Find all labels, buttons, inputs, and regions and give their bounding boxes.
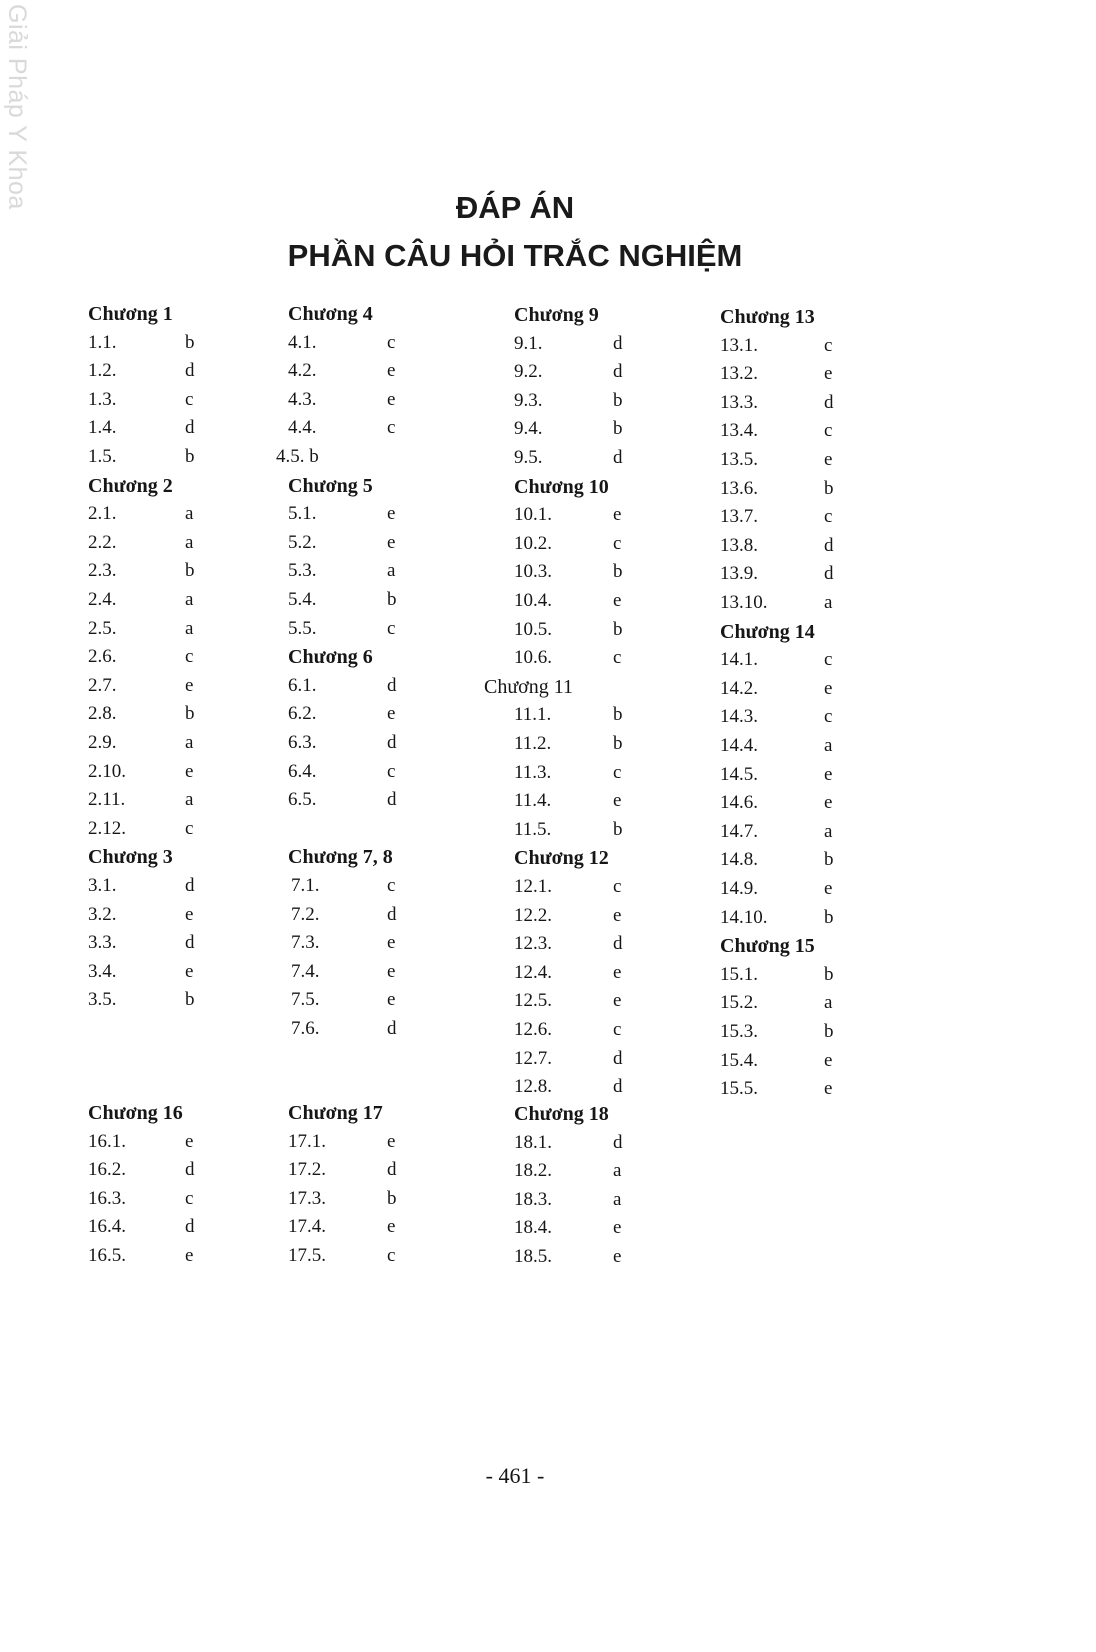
question-number: 16.1. — [88, 1130, 126, 1152]
answer-letter: c — [824, 649, 833, 671]
answer-letter: a — [185, 789, 194, 811]
question-number: 11.3. — [514, 761, 552, 783]
answer-letter: d — [387, 789, 397, 811]
answer-letter: c — [387, 760, 396, 782]
question-number: 18.4. — [514, 1217, 552, 1239]
question-number: 10.5. — [514, 618, 552, 640]
page-number: - 461 - — [485, 1463, 545, 1488]
answer-letter: a — [185, 503, 194, 525]
answer-letter: e — [387, 932, 396, 954]
question-number: 11.5. — [514, 818, 552, 840]
answer-letter: b — [387, 1187, 397, 1209]
question-number: 12.2. — [514, 904, 552, 926]
answer-letter: e — [185, 960, 194, 982]
question-number: 13.9. — [720, 563, 758, 585]
question-number: 2.2. — [88, 531, 117, 553]
chapter-heading: Chương 11 — [484, 675, 574, 698]
answer-letter: e — [185, 903, 194, 925]
question-number: 13.5. — [720, 449, 758, 470]
question-number: 15.2. — [720, 992, 758, 1014]
question-number: 1.2. — [88, 360, 117, 382]
question-number: 6.4. — [288, 760, 317, 782]
chapter-heading: Chương 14 — [720, 620, 815, 643]
answer-letter: a — [185, 617, 194, 639]
answer-letter: d — [387, 1159, 397, 1181]
question-number: 4.3. — [288, 388, 317, 410]
question-number: 13.1. — [720, 334, 758, 356]
question-number: 14.1. — [720, 649, 758, 671]
question-number: 2.6. — [88, 646, 117, 668]
chapter-heading: Chương 12 — [514, 847, 609, 870]
answer-letter: a — [387, 560, 396, 582]
answer-letter: e — [185, 674, 194, 696]
chapter-heading: Chương 2 — [88, 474, 173, 497]
question-number: 2.7. — [88, 674, 117, 696]
question-number: 2.10. — [88, 760, 126, 782]
question-number: 17.5. — [288, 1245, 326, 1266]
question-number: 12.6. — [514, 1019, 552, 1040]
watermark: Giải Pháp Y Khoa — [3, 4, 31, 210]
answer-letter: e — [824, 1049, 833, 1071]
answer-letter: d — [387, 732, 397, 753]
answer-letter: e — [387, 1216, 396, 1238]
question-number: 14.9. — [720, 878, 758, 899]
answer-letter: e — [387, 1130, 396, 1152]
question-number: 11.4. — [514, 790, 552, 812]
answer-letter: c — [387, 331, 396, 353]
answer-letter: b — [613, 733, 623, 754]
answer-letter: c — [613, 876, 622, 897]
page-title: ĐÁP ÁN — [455, 190, 575, 225]
answer-letter: d — [613, 933, 623, 955]
answer-letter: c — [185, 388, 194, 410]
answer-letter: c — [185, 646, 194, 668]
question-number: 2.1. — [88, 503, 117, 525]
answer-letter: e — [613, 590, 622, 611]
answer-letter: d — [613, 332, 623, 354]
answer-letter: c — [387, 875, 396, 896]
question-number: 14.4. — [720, 735, 758, 756]
question-number: 9.2. — [514, 361, 543, 383]
question-number: 5.5. — [288, 617, 317, 639]
question-number: 2.8. — [88, 703, 117, 725]
answer-letter: c — [387, 1245, 396, 1266]
question-number: 9.1. — [514, 332, 543, 354]
question-number: 13.7. — [720, 506, 758, 528]
answer-letter: d — [824, 534, 834, 556]
answer-letter: b — [613, 561, 623, 583]
chapter-heading: Chương 9 — [514, 304, 599, 326]
question-number: 6.2. — [288, 703, 317, 725]
answer-letter: e — [824, 677, 833, 699]
question-number: 9.3. — [514, 389, 543, 411]
answer-letter: a — [824, 992, 833, 1014]
answer-letter: d — [824, 391, 834, 413]
chapter-heading: Chương 10 — [514, 475, 609, 498]
question-number: 15.1. — [720, 963, 758, 985]
question-number: 14.5. — [720, 763, 758, 785]
question-number: 1.4. — [88, 417, 117, 439]
answer-letter: e — [824, 363, 833, 385]
question-number: 18.2. — [514, 1160, 552, 1182]
answer-letter: c — [613, 647, 622, 669]
question-number: 2.5. — [88, 617, 117, 639]
question-number: 16.5. — [88, 1245, 126, 1266]
question-number: 7.5. — [291, 989, 320, 1011]
question-number: 2.4. — [88, 589, 117, 610]
answer-letter: b — [185, 703, 195, 725]
answer-letter: d — [613, 1047, 623, 1069]
answer-letter: b — [387, 589, 397, 610]
question-number: 2.9. — [88, 732, 117, 753]
question-number: 3.2. — [88, 903, 117, 925]
answer-letter: c — [613, 761, 622, 783]
answer-letter: a — [824, 735, 833, 756]
question-number: 3.5. — [88, 989, 117, 1011]
answer-letter: e — [613, 904, 622, 926]
question-number: 2.3. — [88, 560, 117, 582]
question-number: 11.1. — [514, 704, 552, 726]
chapter-heading: Chương 13 — [720, 306, 815, 328]
question-number: 4.1. — [288, 331, 317, 353]
answer-letter: d — [185, 1159, 195, 1181]
question-number: 16.2. — [88, 1159, 126, 1181]
answer-letter: c — [824, 334, 833, 356]
question-number: 18.3. — [514, 1188, 552, 1210]
chapter-heading: Chương 15 — [720, 935, 815, 958]
question-number: 13.8. — [720, 534, 758, 556]
answer-letter: d — [185, 360, 195, 382]
answer-letter: e — [824, 792, 833, 814]
answer-letter: d — [613, 447, 623, 468]
question-number: 11.2. — [514, 733, 552, 754]
question-number: 7.6. — [291, 1018, 320, 1039]
answer-letter: e — [613, 504, 622, 526]
question-number: 5.3. — [288, 560, 317, 582]
answer-letter: a — [613, 1188, 622, 1210]
answer-letter: e — [824, 878, 833, 899]
answer-letter: e — [387, 388, 396, 410]
question-number: 12.5. — [514, 990, 552, 1012]
answer-letter: e — [613, 990, 622, 1012]
question-number: 9.5. — [514, 447, 543, 468]
question-number: 15.5. — [720, 1078, 758, 1100]
question-number: 7.2. — [291, 903, 320, 925]
answer-letter: d — [387, 674, 397, 696]
answer-letter: d — [185, 875, 195, 896]
chapter-heading: Chương 1 — [88, 303, 173, 325]
answer-letter: b — [185, 560, 195, 582]
answer-letter: e — [185, 1245, 194, 1266]
question-number: 3.3. — [88, 932, 117, 954]
question-number: 5.1. — [288, 503, 317, 525]
question-number: 14.8. — [720, 849, 758, 871]
chapter-heading: Chương 17 — [288, 1102, 383, 1124]
answer-letter: e — [613, 1246, 622, 1267]
question-number: 16.4. — [88, 1216, 126, 1238]
question-number: 1.3. — [88, 388, 117, 410]
answer-letter: a — [185, 589, 194, 610]
answer-letter: e — [185, 1130, 194, 1152]
question-number: 5.4. — [288, 589, 317, 610]
answer-letter: d — [387, 1018, 397, 1039]
question-number: 4.2. — [288, 360, 317, 382]
question-number: 4.4. — [288, 417, 317, 439]
question-number: 18.5. — [514, 1246, 552, 1267]
answer-letter: e — [613, 1217, 622, 1239]
question-number: 2.12. — [88, 817, 126, 839]
answer-letter: a — [613, 1160, 622, 1182]
question-number: 14.7. — [720, 820, 758, 842]
answer-letter: a — [824, 592, 833, 613]
answer-letter: d — [185, 1216, 195, 1238]
answer-letter: c — [824, 506, 833, 528]
answer-letter: b — [613, 418, 623, 440]
question-number: 13.2. — [720, 363, 758, 385]
question-number: 10.3. — [514, 561, 552, 583]
question-number: 18.1. — [514, 1131, 552, 1153]
answer-letter: a — [185, 732, 194, 753]
answer-letter: d — [613, 361, 623, 383]
question-number: 1.5. — [88, 446, 117, 467]
question-number: 12.4. — [514, 961, 552, 983]
answer-letter: e — [387, 960, 396, 982]
question-number: 12.1. — [514, 876, 552, 897]
answer-letter: e — [387, 531, 396, 553]
question-number: 1.1. — [88, 331, 117, 353]
answer-letter: d — [613, 1076, 623, 1098]
answer-letter: e — [824, 449, 833, 470]
answer-letter: e — [387, 989, 396, 1011]
answer-letter: b — [824, 849, 834, 871]
question-number: 6.3. — [288, 732, 317, 753]
question-number: 3.1. — [88, 875, 117, 896]
answer-letter: b — [185, 446, 195, 467]
question-number: 13.3. — [720, 391, 758, 413]
answer-letter: b — [824, 1021, 834, 1042]
answer-letter: c — [185, 817, 194, 839]
answer-letter: d — [185, 417, 195, 439]
answer-letter: c — [824, 420, 833, 442]
answer-letter: e — [613, 961, 622, 983]
question-number: 10.6. — [514, 647, 552, 669]
question-number: 6.1. — [288, 674, 317, 696]
question-number: 14.6. — [720, 792, 758, 814]
question-number: 13.4. — [720, 420, 758, 442]
page-subtitle: PHẦN CÂU HỎI TRẮC NGHIỆM — [287, 238, 743, 273]
question-number: 9.4. — [514, 418, 543, 440]
answer-letter: b — [613, 618, 623, 640]
question-number: 5.2. — [288, 531, 317, 553]
question-number: 12.7. — [514, 1047, 552, 1069]
answer-letter: e — [387, 503, 396, 525]
question-number: 10.1. — [514, 504, 552, 526]
answer-letter: c — [613, 532, 622, 554]
answer-letter: c — [613, 1019, 622, 1040]
question-number: 7.4. — [291, 960, 320, 982]
chapter-heading: Chương 3 — [88, 846, 173, 869]
question-number: 12.3. — [514, 933, 552, 955]
answer-letter: e — [387, 703, 396, 725]
answer-letter: d — [387, 903, 397, 925]
answer-letter: e — [613, 790, 622, 812]
question-number: 2.11. — [88, 789, 126, 811]
answer-letter: b — [613, 818, 623, 840]
question-number: 14.2. — [720, 677, 758, 699]
question-number: 13.6. — [720, 477, 758, 499]
answer-letter: c — [387, 617, 396, 639]
question-number: 13.10. — [720, 592, 768, 613]
question-number: 6.5. — [288, 789, 317, 811]
question-number: 7.1. — [291, 875, 320, 896]
question-number: 14.10. — [720, 906, 768, 928]
answer-letter: a — [185, 531, 194, 553]
question-number: 12.8. — [514, 1076, 552, 1098]
chapter-heading: Chương 6 — [288, 646, 373, 669]
chapter-heading: Chương 7, 8 — [288, 846, 393, 869]
answer-letter: a — [824, 820, 833, 842]
chapter-heading: Chương 4 — [288, 303, 373, 325]
question-number: 17.4. — [288, 1216, 326, 1238]
answer-letter: c — [824, 706, 833, 728]
chapter-heading: Chương 18 — [514, 1103, 609, 1125]
question-number: 15.4. — [720, 1049, 758, 1071]
question-number: 4.5. b — [276, 446, 319, 467]
answer-letter: b — [613, 704, 623, 726]
answer-letter: b — [824, 963, 834, 985]
question-number: 7.3. — [291, 932, 320, 954]
answer-letter: b — [824, 906, 834, 928]
question-number: 17.1. — [288, 1130, 326, 1152]
answer-letter: e — [824, 1078, 833, 1100]
answer-letter: b — [185, 989, 195, 1011]
chapter-heading: Chương 16 — [88, 1102, 183, 1124]
question-number: 14.3. — [720, 706, 758, 728]
question-number: 10.4. — [514, 590, 552, 611]
answer-letter: d — [613, 1131, 623, 1153]
question-number: 17.2. — [288, 1159, 326, 1181]
answer-letter: b — [824, 477, 834, 499]
answer-letter: d — [185, 932, 195, 954]
answer-letter: c — [387, 417, 396, 439]
answer-letter: e — [387, 360, 396, 382]
question-number: 17.3. — [288, 1187, 326, 1209]
question-number: 16.3. — [88, 1187, 126, 1209]
answer-letter: d — [824, 563, 834, 585]
chapter-heading: Chương 5 — [288, 474, 373, 497]
answer-letter: b — [613, 389, 623, 411]
question-number: 15.3. — [720, 1021, 758, 1042]
question-number: 10.2. — [514, 532, 552, 554]
answer-letter: e — [185, 760, 194, 782]
answer-letter: e — [824, 763, 833, 785]
answer-letter: b — [185, 331, 195, 353]
question-number: 3.4. — [88, 960, 117, 982]
answer-letter: c — [185, 1187, 194, 1209]
